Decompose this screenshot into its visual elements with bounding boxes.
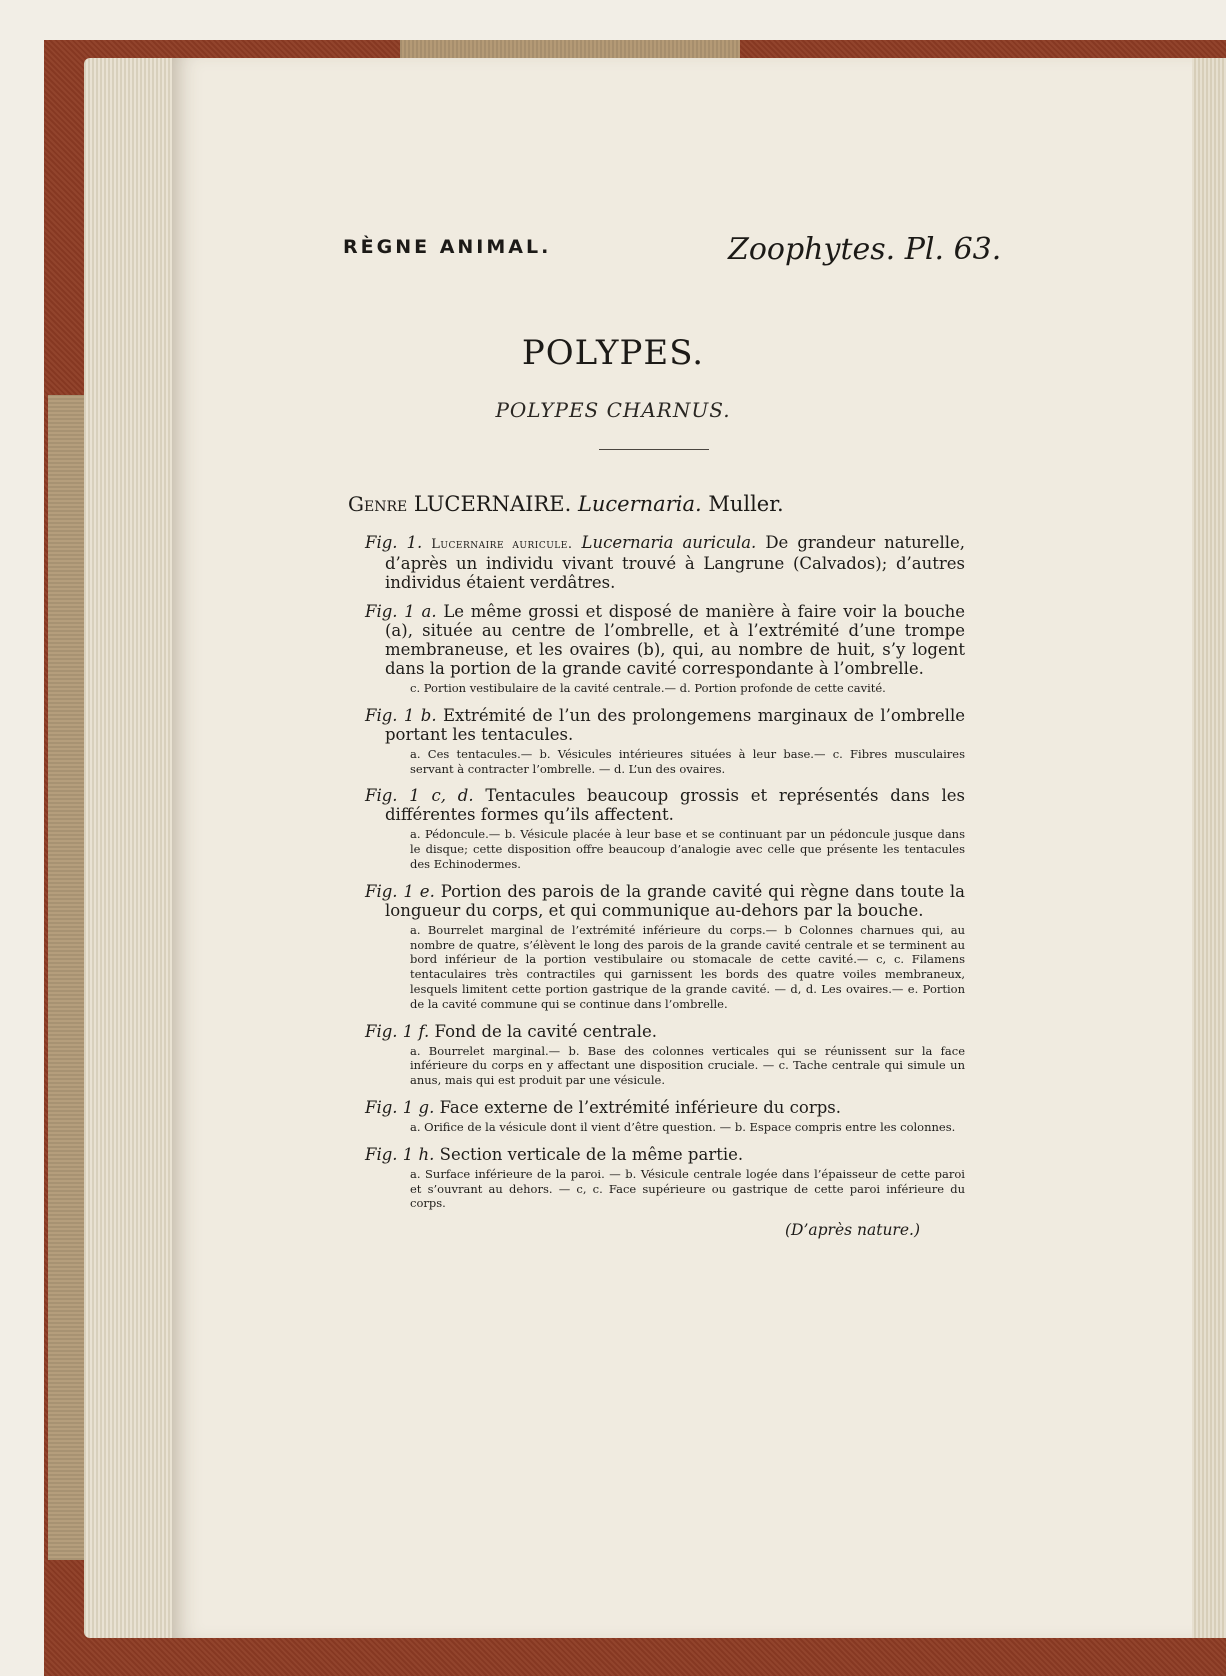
description: Le même grossi et disposé de manière à faire voir la bouche (a), située au centre de l’ombrelle, et à l’extrémité d’une trompe membraneuse, et les ovaires (b), qui, au nombre de huit, s’y logent dans la portion de la grande cavité correspondante à l’ombrelle. <box>385 602 965 678</box>
legend-note: a. Ces tentacules.— b. Vésicules intérieures situées à leur base.— c. Fibres musculaires servant à contracter l’ombrelle. — d. L’un des ovaires. <box>410 746 965 776</box>
list-item <box>365 533 965 592</box>
legend-note: c. Portion vestibulaire de la cavité centrale.— d. Portion profonde de cette cavité. <box>410 681 886 695</box>
page-right-edge <box>1188 58 1226 1638</box>
title-rule <box>599 449 709 450</box>
page-stack-edge <box>84 58 180 1638</box>
legend-note: a. Surface inférieure de la paroi. — b. Vésicule centrale logée dans l’épaisseur de cette paroi et s’ouvrant au dehors. — c, c. Face supérieure ou gastrique de cette paroi inférieure du corps. <box>410 1166 965 1211</box>
page-title: POLYPES. <box>521 333 705 373</box>
list-item <box>365 786 965 871</box>
description: Tentacules beaucoup grossis et représentés dans les différentes formes qu’ils affectent. <box>385 786 965 825</box>
legend-note: a. Orifice de la vésicule dont il vient d’être question. — b. Espace compris entre les colonnes. <box>410 1119 956 1134</box>
binding-cloth-top <box>400 40 740 60</box>
figure-ref: Fig. 1 a. <box>365 602 437 621</box>
entry-text <box>365 1098 965 1117</box>
list-item <box>365 1145 965 1211</box>
latin-name: Lucernaria auricula. <box>581 533 757 552</box>
figure-ref: Fig. 1 f. <box>365 1021 430 1041</box>
figure-ref: Fig. 1 h. <box>365 1144 435 1164</box>
genus-prefix: Genre <box>348 492 408 516</box>
description: De grandeur naturelle, d’après un individu vivant trouvé à Langrune (Calvados); d’autres individus étaient verdâtres. <box>385 533 966 592</box>
figure-ref: Fig. 1 c, d. <box>365 786 474 806</box>
description: Fond de la cavité centrale. <box>434 1021 657 1041</box>
list-item <box>365 602 965 696</box>
genus-name: LUCERNAIRE. <box>413 492 572 516</box>
figure-ref: Fig. 1. <box>365 533 423 552</box>
entry-text <box>365 1022 965 1041</box>
figure-ref: Fig. 1 e. <box>365 881 435 901</box>
genus-latin: Lucernaria. <box>577 492 702 516</box>
entry-text <box>365 786 965 824</box>
running-header-left: RÈGNE ANIMAL. <box>343 236 552 258</box>
entry-text <box>365 882 965 920</box>
list-item <box>365 706 965 777</box>
figure-ref: Fig. 1 b. <box>365 705 437 725</box>
legend-note: a. Bourrelet marginal.— b. Base des colonnes verticales qui se réunissent sur la face inférieure du corps en y affectant une disposition cruciale. — c. Tache centrale qui simule un anus, mais qui est produit par une vésicule. <box>410 1043 965 1088</box>
description: Face externe de l’extrémité inférieure du corps. <box>439 1097 841 1117</box>
entry-text <box>365 1145 965 1164</box>
legend-note: a. Bourrelet marginal de l’extrémité inférieure du corps.— b Colonnes charnues qui, au nombre de quatre, s’élèvent le long des parois de la grande cavité centrale et se terminent au bord inférieur de la portion vestibulaire ou stomacale de cette cavité.— c, c. Filamens tentaculaires très contractiles qui garnissent les bords des quatre voiles membraneux, lesquels limitent cette portion gastrique de la grande cavité. — d, d. Les ovaires.— e. Portion de la cavité commune qui se continue dans l’ombrelle. <box>410 922 965 1011</box>
entry-text <box>365 602 965 678</box>
legend-note: a. Pédoncule.— b. Vésicule placée à leur base et se continuant par un pédoncule jusque dans le disque; cette disposition offre beaucoup d’analogie avec celle que présente les tentacules des Echinodermes. <box>410 827 965 871</box>
figure-ref: Fig. 1 g. <box>365 1097 435 1117</box>
entry-text <box>365 533 965 592</box>
running-header-right: Zoophytes. Pl. 63. <box>728 232 1002 267</box>
species-name: Lucernaire auricule. <box>431 537 573 552</box>
entry-text <box>365 706 965 744</box>
description: Section verticale de la même partie. <box>439 1144 744 1164</box>
description: Extrémité de l’un des prolongemens marginaux de l’ombrelle portant les tentacules. <box>385 705 966 744</box>
source-note: (D’après nature.) <box>784 1221 920 1240</box>
list-item <box>365 1022 965 1088</box>
list-item <box>365 882 965 1012</box>
page-subtitle: POLYPES CHARNUS. <box>495 398 731 422</box>
figure-descriptions <box>365 533 965 1239</box>
genus-heading <box>348 492 784 516</box>
list-item <box>365 1098 965 1135</box>
binding-cloth-spine <box>48 395 88 1560</box>
description: Portion des parois de la grande cavité qui règne dans toute la longueur du corps, et qui communique au-dehors par la bouche. <box>385 881 965 920</box>
genus-author: Muller. <box>708 492 784 516</box>
